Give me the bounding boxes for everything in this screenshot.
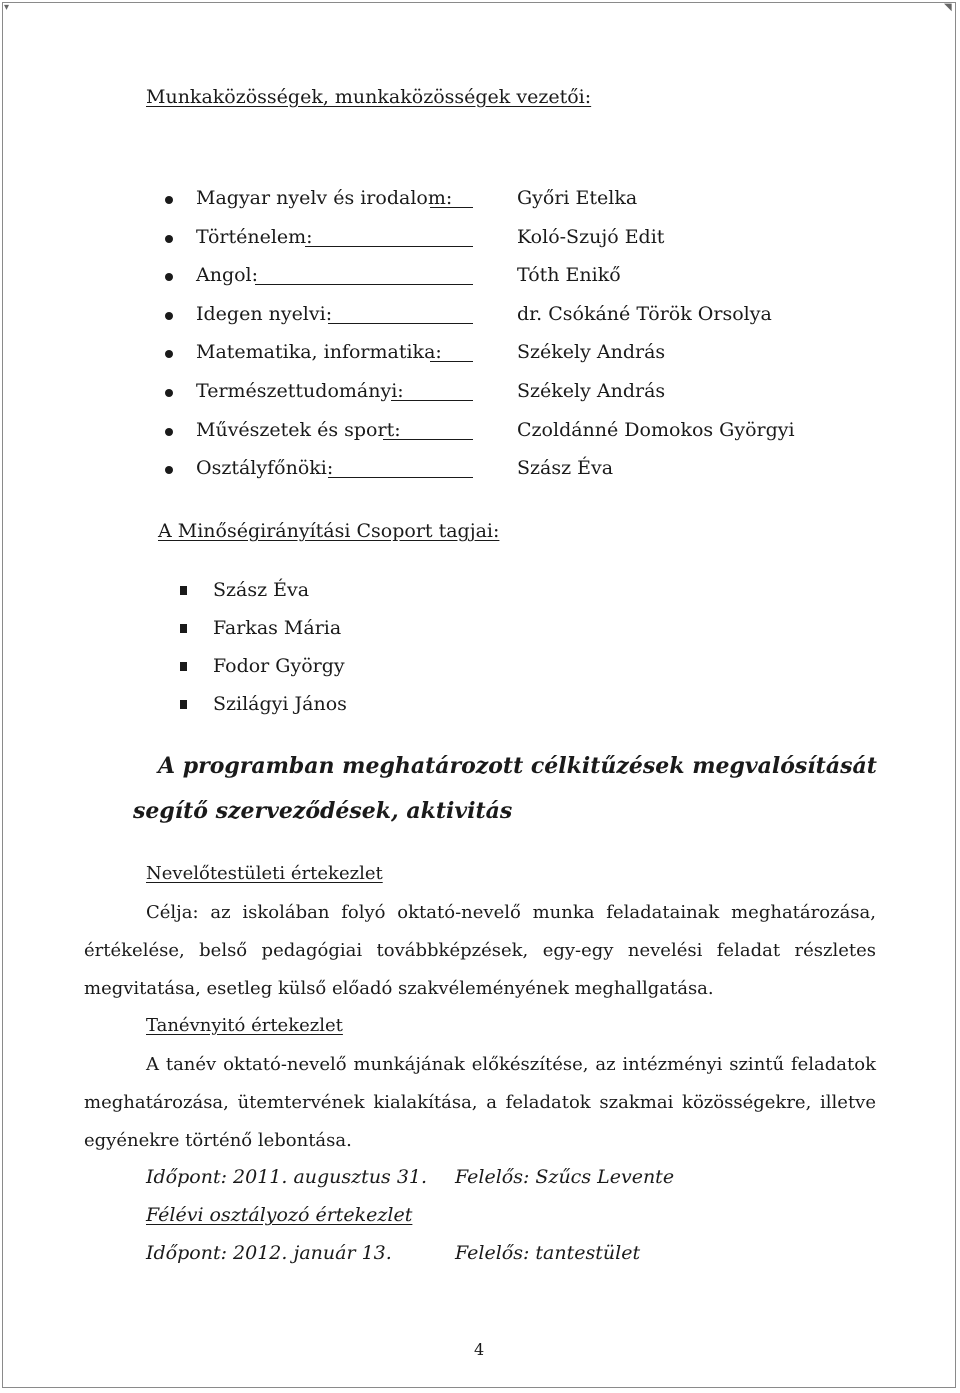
leader-line: [255, 284, 473, 285]
section-heading-line1: A programban meghatározott célkitűzések megvalósítását: [158, 753, 877, 779]
bullet-icon: [165, 312, 173, 320]
staff-meeting-paragraph: [84, 901, 876, 1015]
paragraph-line: meghatározása, ütemtervének kialakítása, a feladatok szakmai közösségekre, illetve: [84, 1092, 876, 1113]
leader-subject: Természettudományi:: [196, 380, 404, 402]
paragraph-line: megvitatása, esetleg külső előadó szakvéleményének meghallgatása.: [84, 978, 714, 999]
leader-name: Szász Éva: [517, 457, 614, 479]
square-bullet-icon: [180, 624, 187, 633]
square-bullet-icon: [180, 700, 187, 709]
section-heading-line2: segítő szerveződések, aktivitás: [133, 798, 513, 824]
square-bullet-icon: [180, 586, 187, 595]
leader-line: [430, 207, 473, 208]
bullet-icon: [165, 350, 173, 358]
bullet-icon: [165, 273, 173, 281]
leader-line: [328, 477, 473, 478]
leader-name: Tóth Enikő: [517, 264, 621, 286]
midterm-meeting-title: Félévi osztályozó értekezlet: [146, 1204, 413, 1226]
leader-subject: Osztályfőnöki:: [196, 457, 334, 479]
leaders-heading: Munkaközösségek, munkaközösségek vezetői:: [146, 86, 592, 108]
corner-mark-top-left: ▾: [4, 2, 10, 13]
page-number: 4: [474, 1340, 485, 1359]
leader-line: [383, 439, 473, 440]
leader-name: Győri Etelka: [517, 187, 638, 209]
quality-group-heading: A Minőségirányítási Csoport tagjai:: [158, 520, 500, 542]
member-name: Szász Éva: [213, 579, 310, 601]
midterm-meeting-responsible: Felelős: tantestület: [455, 1242, 641, 1264]
leader-subject: Idegen nyelvi:: [196, 303, 333, 325]
leader-line: [391, 400, 473, 401]
leader-subject: Matematika, informatika:: [196, 341, 442, 363]
opening-meeting-responsible: Felelős: Szűcs Levente: [455, 1166, 675, 1188]
leader-line: [328, 323, 473, 324]
leader-name: dr. Csókáné Török Orsolya: [517, 303, 772, 325]
leader-subject: Művészetek és sport:: [196, 419, 401, 441]
leader-name: Székely András: [517, 380, 666, 402]
bullet-icon: [165, 466, 173, 474]
leader-subject: Magyar nyelv és irodalom:: [196, 187, 453, 209]
square-bullet-icon: [180, 662, 187, 671]
leader-name: Székely András: [517, 341, 666, 363]
paragraph-line: A tanév oktató-nevelő munkájának előkészítése, az intézményi szintű feladatok: [146, 1054, 876, 1075]
bullet-icon: [165, 389, 173, 397]
corner-mark-top-right: ◥: [944, 2, 952, 13]
bullet-icon: [165, 428, 173, 436]
leader-subject: Angol:: [196, 264, 259, 286]
bullet-icon: [165, 235, 173, 243]
opening-meeting-title: Tanévnyitó értekezlet: [146, 1015, 343, 1036]
member-name: Fodor György: [213, 655, 345, 677]
leader-line: [305, 246, 473, 247]
leader-subject: Történelem:: [196, 226, 313, 248]
leader-name: Koló-Szujó Edit: [517, 226, 665, 248]
staff-meeting-title: Nevelőtestületi értekezlet: [146, 863, 383, 884]
bullet-icon: [165, 196, 173, 204]
opening-meeting-paragraph: [84, 1053, 876, 1167]
member-name: Szilágyi János: [213, 693, 347, 715]
midterm-meeting-date: Időpont: 2012. január 13.: [146, 1242, 392, 1264]
leader-line: [430, 361, 473, 362]
paragraph-line: értékelése, belső pedagógiai továbbképzések, egy-egy nevelési feladat részletes: [84, 940, 876, 961]
paragraph-line: egyénekre történő lebontása.: [84, 1130, 352, 1151]
leader-name: Czoldánné Domokos Györgyi: [517, 419, 795, 441]
paragraph-line: Célja: az iskolában folyó oktató-nevelő munka feladatainak meghatározása,: [146, 902, 876, 923]
opening-meeting-date: Időpont: 2011. augusztus 31.: [146, 1166, 428, 1188]
member-name: Farkas Mária: [213, 617, 342, 639]
